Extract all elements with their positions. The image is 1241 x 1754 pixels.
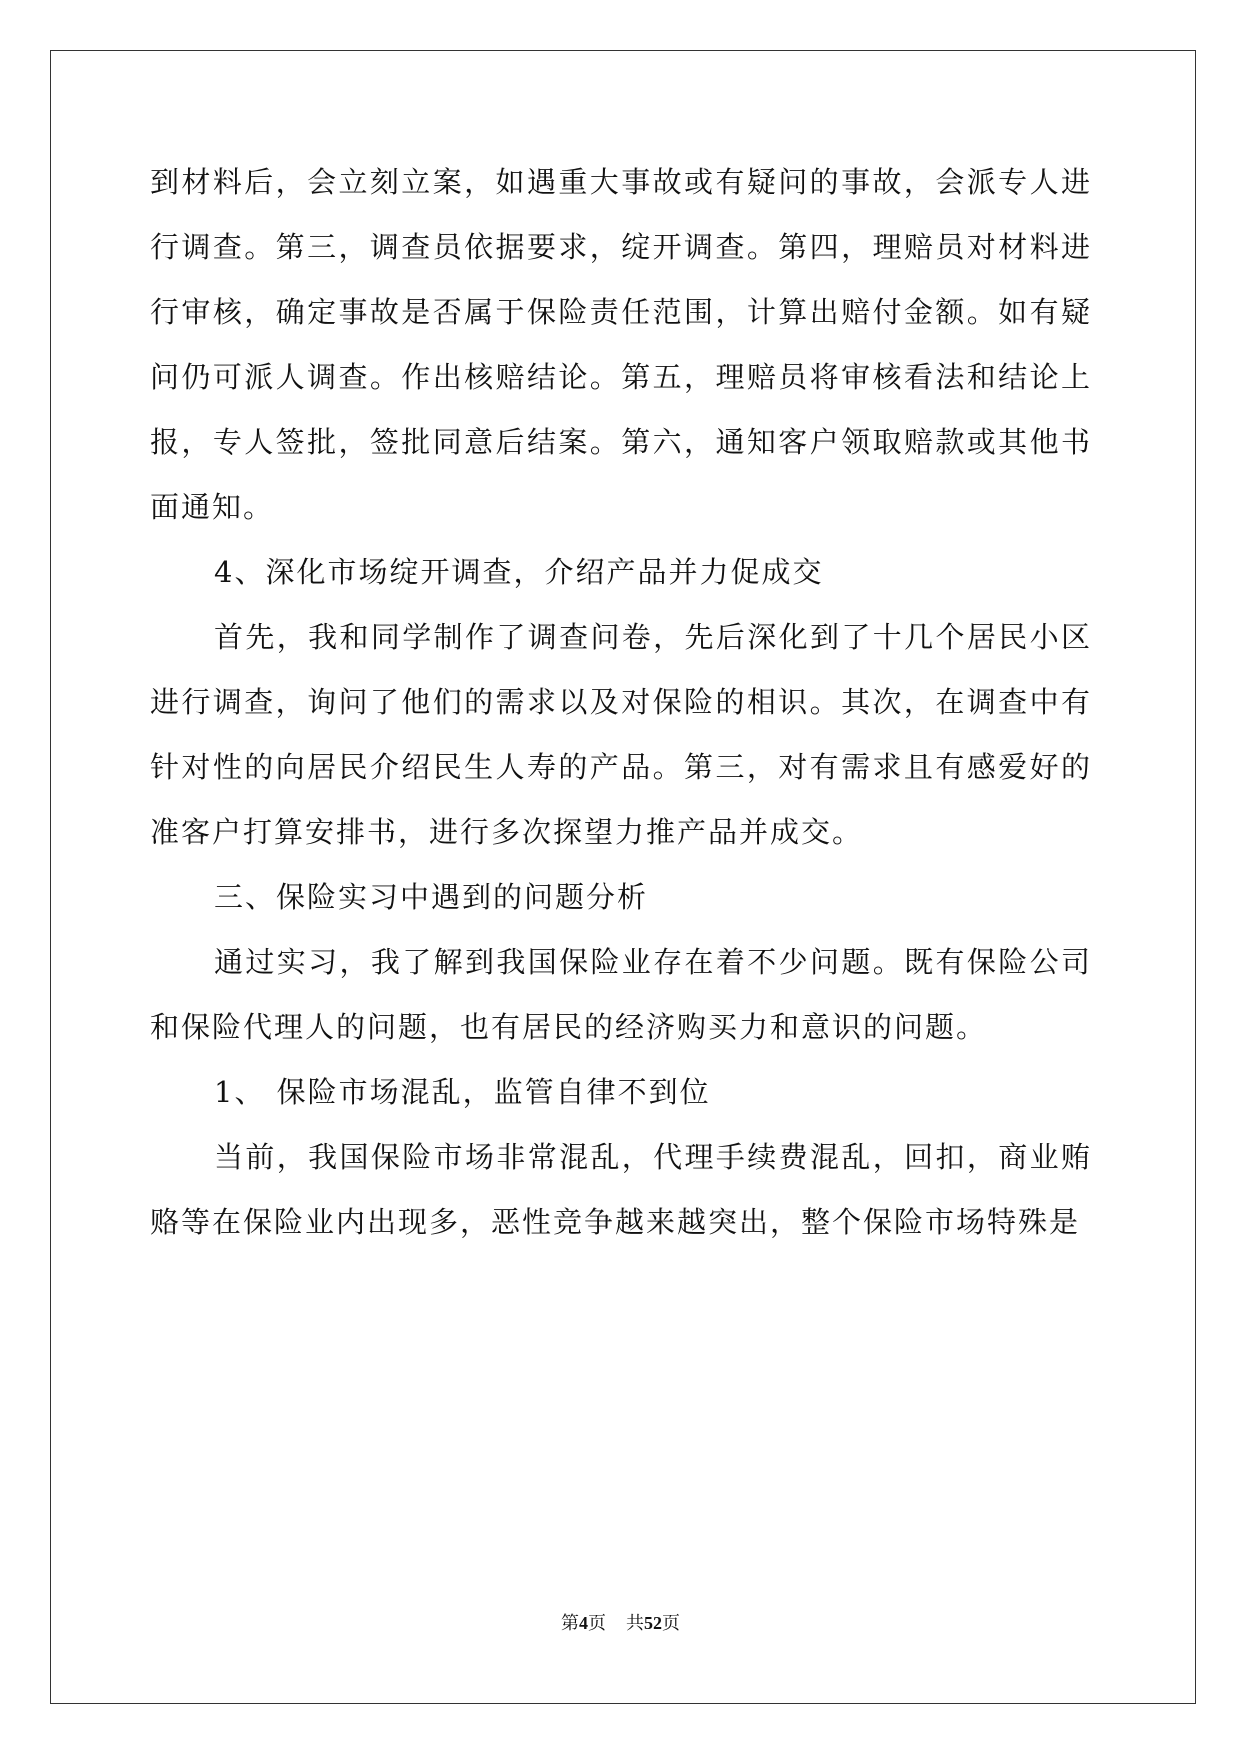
paragraph-market-survey: 首先，我和同学制作了调查问卷，先后深化到了十几个居民小区进行调查，询问了他们的需求以及对保险的相识。其次，在调查中有针对性的向居民介绍民生人寿的产品。第三，对有需求且有感爱好的准客户打算安排书，进行多次探望力推产品并成交。: [150, 620, 1092, 849]
footer-total-suffix: 页: [662, 1613, 680, 1634]
paragraph-market-chaos: 当前，我国保险市场非常混乱，代理手续费混乱，回扣，商业贿赂等在保险业内出现多，恶性竞争越来越突出，整个保险市场特殊是: [150, 1140, 1092, 1239]
page-footer: [0, 1611, 1241, 1636]
document-body: [150, 150, 1092, 1255]
footer-total-pages: 52: [644, 1613, 662, 1633]
heading-market-chaos: 1、 保险市场混乱，监管自律不到位: [214, 1075, 711, 1109]
paragraph-claims-process: 到材料后，会立刻立案，如遇重大事故或有疑问的事故，会派专人进行调查。第三，调查员依据要求，绽开调查。第四，理赔员对材料进行审核，确定事故是否属于保险责任范围，计算出赔付金额。如有疑问仍可派人调查。作出核赔结论。第五，理赔员将审核看法和结论上报，专人签批，签批同意后结案。第六，通知客户领取赔款或其他书面通知。: [150, 165, 1092, 524]
footer-page-number: 4: [579, 1613, 588, 1633]
heading-problem-analysis: 三、保险实习中遇到的问题分析: [214, 880, 649, 914]
footer-page-suffix: 页: [588, 1613, 606, 1634]
paragraph-problem-intro: 通过实习，我了解到我国保险业存在着不少问题。既有保险公司和保险代理人的问题，也有居民的经济购买力和意识的问题。: [150, 945, 1092, 1044]
heading-market-survey: 4、深化市场绽开调查，介绍产品并力促成交: [214, 555, 824, 589]
footer-prefix: 第: [561, 1613, 579, 1634]
footer-total-prefix: 共: [626, 1613, 644, 1634]
